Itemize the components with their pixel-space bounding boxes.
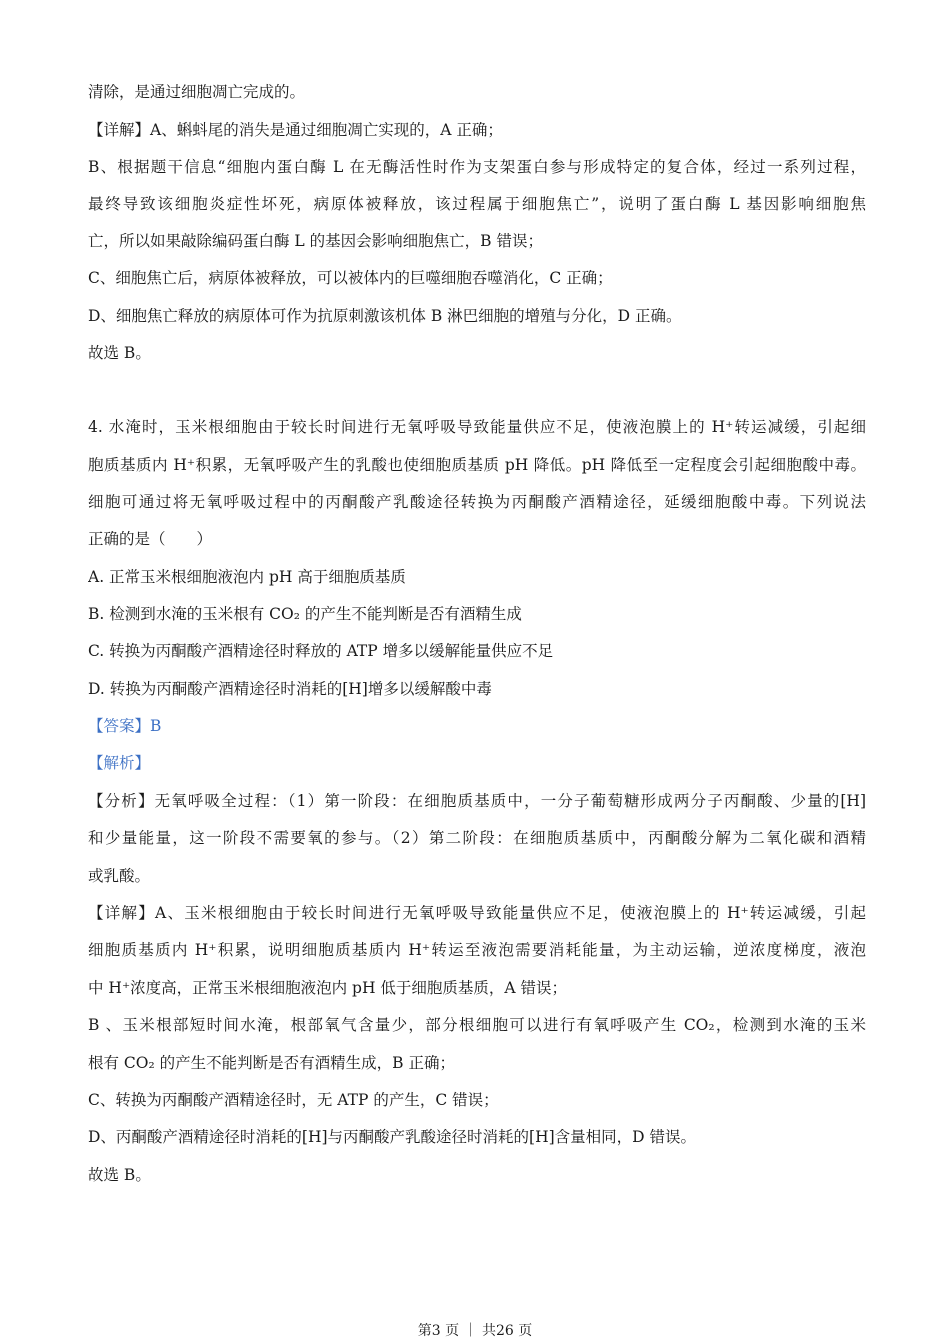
page-footer: 第3 页 ｜ 共26 页 [417,1323,533,1339]
option-d: D. 转换为丙酮酸产酒精途径时消耗的[H]增多以缓解酸中毒 [88,680,492,698]
text-line-3: B、根据题干信息“细胞内蛋白酶 L 在无酶活性时作为支架蛋白参与形成特定的复合体，经过一系列过程， [88,158,866,176]
text-line-1: 清除，是通过细胞凋亡完成的。 [88,83,306,101]
answer-label: 【答案】B [88,717,162,735]
detail-line-3: 中 H⁺浓度高，正常玉米根细胞液泡内 pH 低于细胞质基质，A 错误； [88,979,568,997]
text-line-8: 故选 B。 [88,344,151,362]
text-line-7: D、细胞焦亡释放的病原体可作为抗原刺激该机体 B 淋巴细胞的增殖与分化，D 正确。 [88,307,682,325]
text-line-2: 【详解】A、蝌蚪尾的消失是通过细胞凋亡实现的，A 正确； [88,121,503,139]
option-b: B. 检测到水淹的玉米根有 CO₂ 的产生不能判断是否有酒精生成 [88,605,522,623]
analysis-line-3: 或乳酸。 [88,867,151,885]
question-line-3: 细胞可通过将无氧呼吸过程中的丙酮酸产乳酸途径转换为丙酮酸产酒精途径，延缓细胞酸中毒。下列说法 [88,493,866,511]
detail-line-4: B 、玉米根部短时间水淹，根部氧气含量少，部分根细胞可以进行有氧呼吸产生 CO₂，检测到水淹的玉米 [88,1016,866,1034]
option-a: A. 正常玉米根细胞液泡内 pH 高于细胞质基质 [88,568,406,586]
question-line-2: 胞质基质内 H⁺积累，无氧呼吸产生的乳酸也使细胞质基质 pH 降低。pH 降低至一定程度会引起细胞酸中毒。 [88,456,866,474]
question-line-4: 正确的是（ ） [88,530,213,548]
analysis-line-2: 和少量能量，这一阶段不需要氧的参与。（2）第二阶段：在细胞质基质中，丙酮酸分解为二氧化碳和酒精 [88,829,866,847]
detail-line-6: C、转换为丙酮酸产酒精途径时，无 ATP 的产生，C 错误； [88,1091,499,1109]
text-line-6: C、细胞焦亡后，病原体被释放，可以被体内的巨噬细胞吞噬消化，C 正确； [88,269,613,287]
text-line-5: 亡，所以如果敲除编码蛋白酶 L 的基因会影响细胞焦亡，B 错误； [88,232,543,250]
detail-line-5: 根有 CO₂ 的产生不能判断是否有酒精生成，B 正确； [88,1054,455,1072]
detail-line-2: 细胞质基质内 H⁺积累，说明细胞质基质内 H⁺转运至液泡需要消耗能量，为主动运输，逆浓度梯度，液泡 [88,941,866,959]
detail-line-8: 故选 B。 [88,1166,151,1184]
analysis-label: 【解析】 [88,754,151,772]
analysis-line-1: 【分析】无氧呼吸全过程：（1）第一阶段：在细胞质基质中，一分子葡萄糖形成两分子丙酮酸、少量的[H] [88,792,866,810]
option-c: C. 转换为丙酮酸产酒精途径时释放的 ATP 增多以缓解能量供应不足 [88,642,554,660]
text-line-4: 最终导致该细胞炎症性坏死，病原体被释放，该过程属于细胞焦亡”，说明了蛋白酶 L 基因影响细胞焦 [88,195,866,213]
detail-line-7: D、丙酮酸产酒精途径时消耗的[H]与丙酮酸产乳酸途径时消耗的[H]含量相同，D 错误。 [88,1128,697,1146]
detail-line-1: 【详解】A、玉米根细胞由于较长时间进行无氧呼吸导致能量供应不足，使液泡膜上的 H⁺转运减缓，引起 [88,904,866,922]
question-line-1: 4. 水淹时，玉米根细胞由于较长时间进行无氧呼吸导致能量供应不足，使液泡膜上的 H⁺转运减缓，引起细 [88,418,866,436]
